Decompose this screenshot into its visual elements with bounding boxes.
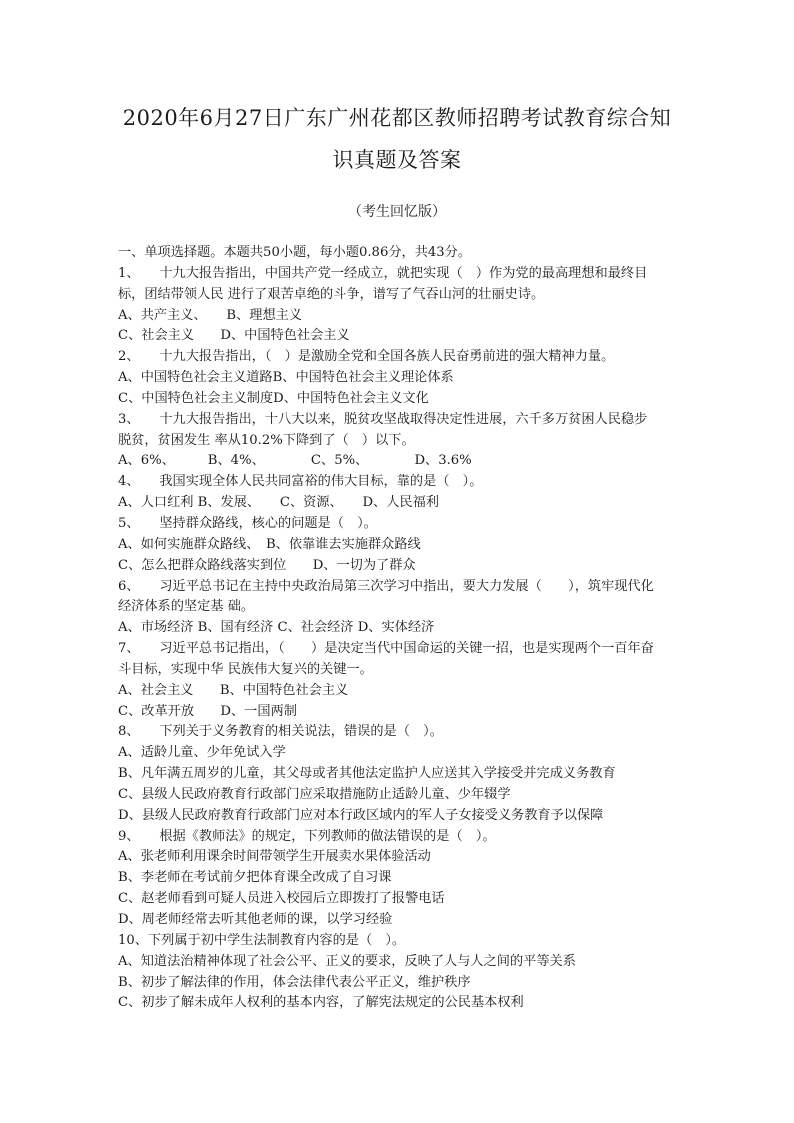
text-line: 8、 下列关于义务教育的相关说法，错误的是（ ）。 xyxy=(118,724,443,740)
text-line: B、凡年满五周岁的儿童，其父母或者其他法定监护人应送其入学接受并完成义务教育 xyxy=(118,766,616,782)
text-line: 9、 根据《教师法》的规定，下列教师的做法错误的是（ ）。 xyxy=(118,828,496,844)
text-line: A、中国特色社会主义道路B、中国特色社会主义理论体系 xyxy=(118,370,454,386)
text-line: A、共产主义、 B、理想主义 xyxy=(118,307,303,323)
text-line: C、赵老师看到可疑人员进入校园后立即拨打了报警电话 xyxy=(118,891,445,907)
text-line: 一、单项选择题。本题共50小题，每小题0.86分，共43分。 xyxy=(118,245,472,260)
text-line: 经济体系的坚定基 础。 xyxy=(118,599,255,615)
text-line: 脱贫，贫困发生 率从10.2%下降到了（ ）以下。 xyxy=(118,432,415,448)
text-line: C、社会主义 D、中国特色社会主义 xyxy=(118,328,350,344)
document-subtitle: （考生回忆版） xyxy=(348,204,446,220)
text-line: 7、 习近平总书记指出，（ ）是决定当代中国命运的关键一招，也是实现两个一百年奋 xyxy=(118,641,654,657)
text-line: A、知道法治精神体现了社会公平、正义的要求，反映了人与人之间的平等关系 xyxy=(118,953,576,969)
text-line: A、市场经济 B、国有经济 C、社会经济 D、实体经济 xyxy=(118,620,435,636)
text-line: A、适龄儿童、少年免试入学 xyxy=(118,745,286,761)
text-line: A、张老师利用课余时间带领学生开展卖水果体验活动 xyxy=(118,849,431,865)
text-line: C、改革开放 D、一国两制 xyxy=(118,703,297,719)
text-line: 10、下列属于初中学生法制教育内容的是（ ）。 xyxy=(118,932,406,948)
text-line: 5、 坚持群众路线，核心的问题是（ ）。 xyxy=(118,515,377,531)
text-line: D、周老师经常去听其他老师的课，以学习经验 xyxy=(118,912,393,927)
question-body xyxy=(118,243,678,1014)
text-line: C、中国特色社会主义制度D、中国特色社会主义文化 xyxy=(118,390,429,406)
text-line: C、初步了解未成年人权利的基本内容，了解宪法规定的公民基本权利 xyxy=(118,995,524,1011)
text-line: 4、 我国实现全体人民共同富裕的伟大目标，靠的是（ ）。 xyxy=(118,474,483,490)
text-line: 斗目标，实现中华 民族伟大复兴的关键一。 xyxy=(118,661,373,677)
text-line: A、人口红利 B、发展、 C、资源、 D、人民福利 xyxy=(118,495,439,511)
text-line: B、李老师在考试前夕把体育课全改成了自习课 xyxy=(118,870,392,886)
text-line: D、县级人民政府教育行政部门应对本行政区域内的军人子女接受义务教育予以保障 xyxy=(118,807,604,823)
text-line: B、初步了解法律的作用，体会法律代表公平正义，维护秩序 xyxy=(118,974,471,990)
text-line: 标，团结带领人民 进行了艰苦卓绝的斗争，谱写了气吞山河的壮丽史诗。 xyxy=(118,286,545,302)
text-line: A、如何实施群众路线、 B、依靠谁去实施群众路线 xyxy=(118,536,421,552)
document-title-line-2: 识真题及答案 xyxy=(332,148,462,172)
text-line: A、6%、 B、4%、 C、5%、 D、3.6% xyxy=(118,453,472,469)
text-line: 2、 十九大报告指出，（ ）是激励全党和全国各族人民奋勇前进的强大精神力量。 xyxy=(118,349,615,365)
text-line: 1、 十九大报告指出，中国共产党一经成立，就把实现（ ）作为党的最高理想和最终目 xyxy=(118,265,648,281)
text-line: A、社会主义 B、中国特色社会主义 xyxy=(118,682,349,698)
text-line: C、怎么把群众路线落实到位 D、一切为了群众 xyxy=(118,557,416,573)
text-line: C、县级人民政府教育行政部门应采取措施防止适龄儿童、少年辍学 xyxy=(118,786,511,802)
text-line: 6、 习近平总书记在主持中央政治局第三次学习中指出，要大力发展（ ），筑牢现代化 xyxy=(118,578,654,594)
text-line: 3、 十九大报告指出，十八大以来，脱贫攻坚战取得决定性进展，六千多万贫困人民稳步 xyxy=(118,411,648,427)
document-title-line-1: 2020年6月27日广东广州花都区教师招聘考试教育综合知 xyxy=(122,106,672,130)
